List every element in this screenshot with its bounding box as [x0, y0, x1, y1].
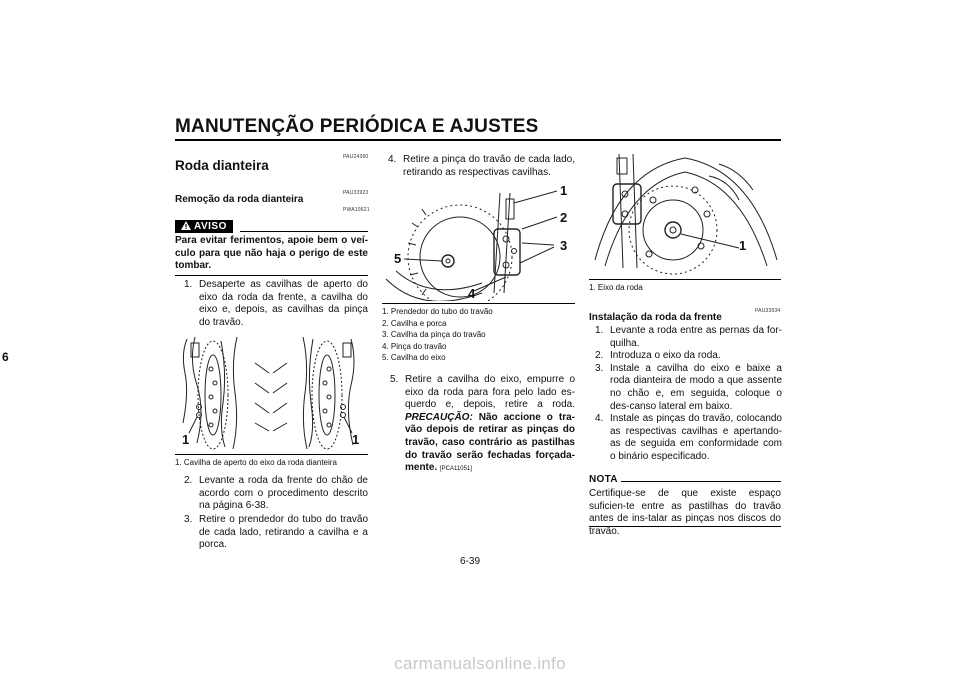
step-number: 2. [184, 475, 193, 486]
step-text: Instale as pinças do travão, colocando as respectivas cavilhas e apertando-as de seguida em conformidade com o binário especificado. [610, 413, 782, 462]
step-number: 1. [184, 279, 193, 290]
note-label: NOTA [589, 474, 618, 485]
step-number: 5. [390, 374, 399, 385]
step-number: 2. [595, 350, 604, 362]
fork-illustration [175, 333, 368, 453]
step-text: Introduza o eixo da roda. [610, 350, 721, 362]
code-label: PAU33934 [755, 308, 781, 314]
step-text: Retire a pinça do travão de cada lado, retirando as respectivas cavilhas. [403, 154, 575, 178]
figure-label: 5 [394, 251, 402, 266]
axle-illustration [589, 150, 782, 278]
code-label: PWA10621 [343, 207, 370, 213]
figure-label: 4 [468, 286, 476, 301]
step-3 [184, 514, 368, 552]
warning-end-rule [175, 275, 368, 276]
figure-label: 1 [182, 432, 190, 447]
figure-label: 1 [739, 238, 747, 253]
step-text: Levante a roda entre as pernas da for-quilha. [610, 325, 782, 349]
figure-label: 1 [352, 432, 360, 447]
install-step [595, 350, 782, 363]
step-text: Desaperte as cavilhas de aperto do eixo da roda da frente, a cavilha do eixo e, depois, as cavilhas da pinça do travão. [199, 279, 368, 328]
figure-front-wheel-pinch-bolts [175, 333, 368, 453]
code-label: PAU33923 [343, 190, 369, 196]
warning-triangle-icon [181, 221, 191, 230]
step-text: Retire o prendedor do tubo do travão de cada lado, retirando a cavilha e a porca. [199, 514, 368, 551]
figure-wheel-axle [589, 150, 782, 278]
caption-item: 5. Cavilha do eixo [382, 353, 446, 363]
caution-label: PRECAUÇÃO: [405, 411, 473, 423]
step-text: Levante a roda da frente do chão de acordo com o procedimento descrito na página 6-38. [199, 475, 368, 512]
chapter-tab [0, 318, 14, 400]
page-title: MANUTENÇÃO PERIÓDICA E AJUSTES [175, 116, 539, 137]
figure-caption: 1. Cavilha de aperto do eixo da roda dianteira [175, 458, 337, 467]
note-end-rule [589, 526, 781, 527]
caption-item: 3. Cavilha da pinça do travão [382, 330, 486, 340]
note-rule [621, 481, 781, 482]
subsection-heading: Instalação da roda da frente [589, 312, 722, 323]
install-step [595, 325, 782, 350]
step-number: 4. [388, 154, 397, 165]
warning-text-body: Para evitar ferimentos, apoie bem o veí-culo para que não haja o perigo de este tombar. [175, 235, 368, 272]
step-text: Retire a cavilha do eixo, empurre o eixo da roda para fora pelo lado es-querdo e, depois, retire a roda. [405, 374, 575, 411]
warning-text: AVISO [194, 221, 227, 232]
warning-rule [240, 231, 368, 232]
caution-text: Não accione o tra-vão depois de retirar as pinças do travão, caso contrário as pastilhas do travão serão fechadas forçada-mente. [405, 411, 575, 474]
step-2 [184, 475, 368, 513]
install-step [595, 413, 782, 463]
figure-brake-caliper [382, 183, 575, 301]
step-5 [390, 374, 575, 476]
caption-item: 2. Cavilha e porca [382, 318, 447, 328]
warning-label [175, 216, 233, 234]
figure-captions [382, 306, 493, 364]
figure-rule [175, 454, 368, 455]
figure-label: 1 [560, 183, 568, 198]
figure-caption: 1. Eixo da roda [589, 283, 643, 292]
section-heading: Roda dianteira [175, 158, 269, 173]
install-steps [595, 325, 782, 464]
step-number: 4. [595, 413, 604, 425]
figure-label: 2 [560, 210, 568, 225]
watermark: carmanualsonline.info [394, 654, 566, 673]
warning-badge [175, 220, 233, 233]
caption-item: 4. Pinça do travão [382, 341, 447, 351]
step-4 [388, 154, 575, 179]
subsection-heading: Remoção da roda dianteira [175, 194, 304, 205]
step-1 [184, 279, 368, 329]
step-text: Instale a cavilha do eixo e baixe a roda dianteira de modo a que assente no chão e, em seguida, coloque o des-canso lateral em baixo. [610, 362, 782, 412]
caliper-illustration [382, 183, 575, 301]
page-number: 6-39 [460, 556, 481, 567]
step-number: 3. [184, 514, 193, 525]
install-step [595, 362, 782, 413]
step-number: 1. [595, 325, 604, 336]
caution-code: [PCA11051] [440, 466, 472, 473]
figure-label: 3 [560, 238, 568, 253]
figure-rule [382, 303, 575, 304]
figure-rule [589, 279, 781, 280]
code-label: PAU24360 [343, 154, 369, 160]
step-number: 3. [595, 362, 604, 374]
header-rule [175, 139, 781, 141]
chapter-number: 6 [2, 350, 9, 364]
note-text: Certifique-se de que existe espaço suficien-te entre as pastilhas do travão antes de ins-talar as pinças nos discos do travão. [589, 488, 781, 537]
caption-item: 1. Prendedor do tubo do travão [382, 307, 493, 316]
